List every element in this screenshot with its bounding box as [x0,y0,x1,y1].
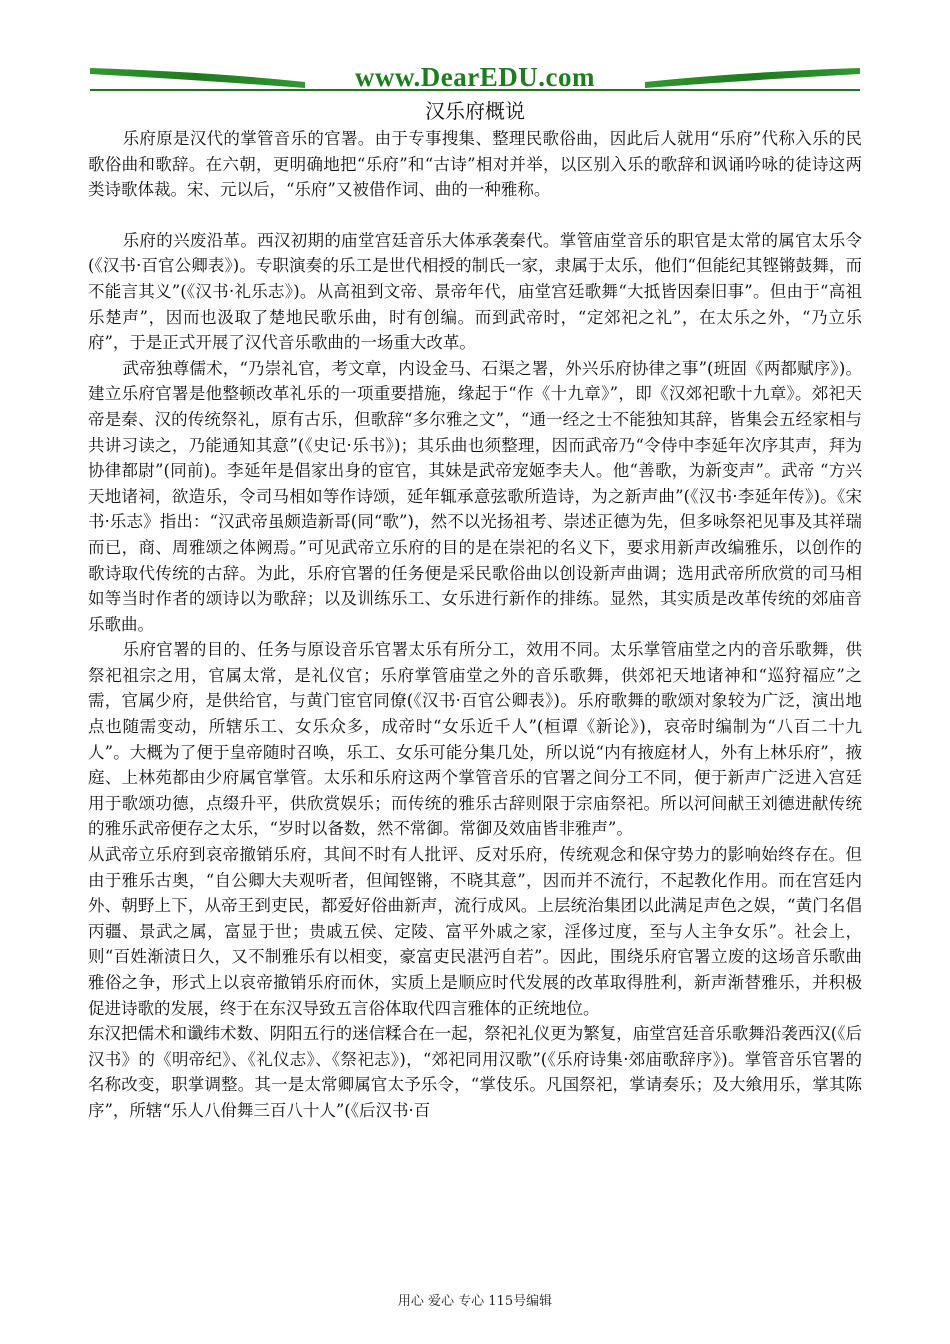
paragraph-intro: 乐府原是汉代的掌管音乐的官署。由于专事搜集、整理民歌俗曲，因此后人就用“乐府”代称入乐的民歌俗曲和歌辞。在六朝，更明确地把“乐府”和“古诗”相对并举，以区别入乐的歌辞和讽诵吟咏的徒诗这两类诗歌体裁。宋、元以后，“乐府”又被借作词、曲的一种雅称。 [88,129,862,200]
article-body [88,126,862,1124]
paragraph-abolition: 从武帝立乐府到哀帝撤销乐府，其间不时有人批评、反对乐府，传统观念和保守势力的影响始终存在。但由于雅乐古奥，“自公卿大夫观听者，但闻铿锵，不晓其意”，因而并不流行，不起教化作用。而在宫廷内外、朝野上下，从帝王到吏民，都爱好俗曲新声，流行成风。上层统治集团以此满足声色之娱，“黄门名倡丙疆、景武之属，富显于世；贵戚五侯、定陵、富平外戚之家，淫侈过度，至与人主争女乐”。社会上，则“百姓渐渍日久，又不制雅乐有以相变，豪富吏民湛沔自若”。因此，围绕乐府官署立废的这场音乐歌曲雅俗之争，形式上以哀帝撤销乐府而休，实质上是顺应时代发展的改革取得胜利，新声渐替雅乐，并积极促进诗歌的发展，终于在东汉导致五言俗体取代四言雅体的正统地位。 [88,845,862,1018]
site-logo-text: www.DearEDU.com [355,62,595,92]
paragraph-division: 乐府官署的目的、任务与原设音乐官署太乐有所分工，效用不同。太乐掌管庙堂之内的音乐歌舞，供祭祀祖宗之用，官属太常，是礼仪官；乐府掌管庙堂之外的音乐歌舞，供郊祀天地诸神和“巡狩福应”之需，官属少府，是供给官，与黄门宦官同僚(《汉书·百官公卿表》)。乐府歌舞的歌颂对象较为广泛，演出地点也随需变动，所辖乐工、女乐众多，成帝时“女乐近千人”(桓谭《新论》)，哀帝时编制为“八百二十九人”。大概为了便于皇帝随时召唤，乐工、女乐可能分集几处，所以说“内有掖庭材人，外有上林乐府”，掖庭、上林苑都由少府属官掌管。太乐和乐府这两个掌管音乐的官署之间分工不同，便于新声广泛进入宫廷用于歌颂功德，点缀升平，供欣赏娱乐；而传统的雅乐古辞则限于宗庙祭祀。所以河间献王刘德进献传统的雅乐武帝便存之太乐，“岁时以备数，然不常御。常御及效庙皆非雅声”。 [88,640,862,839]
paragraph-history: 乐府的兴废沿革。西汉初期的庙堂宫廷音乐大体承袭秦代。掌管庙堂音乐的职官是太常的属官太乐令(《汉书·百官公卿表》)。专职演奏的乐工是世代相授的制氏一家，隶属于太乐，他们“但能纪其铿锵鼓舞，而不能言其义”(《汉书·礼乐志》)。从高祖到文帝、景帝年代，庙堂宫廷歌舞“大抵皆因秦旧事”。但由于“高祖乐楚声”，因而也汲取了楚地民歌乐曲，时有创编。而到武帝时，“定郊祀之礼”，在太乐之外，“乃立乐府”，于是正式开展了汉代音乐歌曲的一场重大改革。 [88,230,862,353]
page-title: 汉乐府概说 [425,99,525,123]
page-footer: 用心 爱心 专心 115号编辑 [397,1294,553,1309]
paragraph-eastern-han: 东汉把儒术和谶纬术数、阴阳五行的迷信糅合在一起，祭祀礼仪更为繁复，庙堂宫廷音乐歌舞沿袭西汉(《后汉书》的《明帝纪》、《礼仪志》、《祭祀志》)，“郊祀同用汉歌”(《乐府诗集·郊庙歌辞序》)。掌管音乐官署的名称改变，职掌调整。其一是太常卿属官太予乐令，“掌伎乐。凡国祭祀，掌请奏乐；及大飨用乐，掌其陈序”，所辖“乐人八佾舞三百八十人”(《后汉书·百 [88,1024,862,1120]
site-header-banner [90,58,860,98]
paragraph-wudi: 武帝独尊儒术，“乃崇礼官，考文章，内设金马、石渠之署，外兴乐府协律之事”(班固《两都赋序》)。建立乐府官署是他整顿改革礼乐的一项重要措施，缘起于“作《十九章》”，即《汉郊祀歌十九章》。郊祀天帝是秦、汉的传统祭礼，原有古乐，但歌辞“多尔雅之文”，“通一经之士不能独知其辞，皆集会五经家相与共讲习读之，乃能通知其意”(《史记·乐书》)；其乐曲也须整理，因而武帝乃“令侍中李延年次序其声，拜为协律都尉”(同前)。李延年是倡家出身的宦官，其妹是武帝宠姬李夫人。他“善歌，为新变声”。武帝 “方兴天地诸祠，欲造乐，令司马相如等作诗颂，延年辄承意弦歌所造诗，为之新声曲”(《汉书·李延年传》)。《宋书·乐志》指出：“汉武帝虽颇造新哥(同“歌”)，然不以光扬祖考、崇述正德为先，但多咏祭祀见事及其祥瑞而已，商、周雅颂之体阙焉。”可见武帝立乐府的目的是在崇祀的名义下，要求用新声改编雅乐，以创作的歌诗取代传统的古辞。为此，乐府官署的任务便是采民歌俗曲以创设新声曲调；选用武帝所欣赏的司马相如等当时作者的颂诗以为歌辞；以及训练乐工、女乐进行新作的排练。显然，其实质是改革传统的郊庙音乐歌曲。 [88,358,862,634]
